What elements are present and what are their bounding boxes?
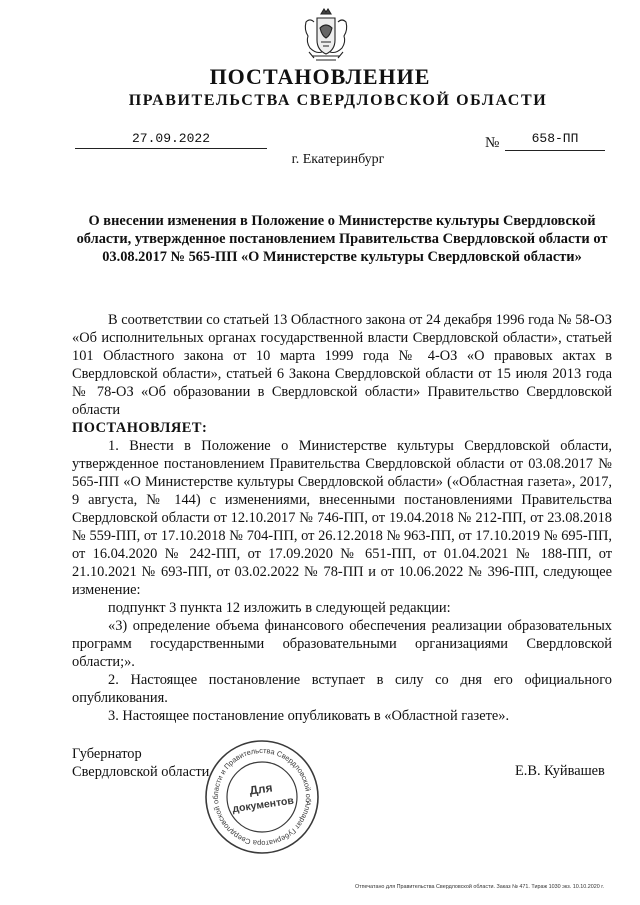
item-3: 3. Настоящее постановление опубликовать в «Областной газете». — [108, 708, 510, 724]
document-body — [72, 311, 612, 725]
stamp-center-line-2: документов — [231, 794, 295, 816]
city: г. Екатеринбург — [291, 152, 385, 167]
official-stamp — [203, 738, 321, 856]
date-underline — [75, 148, 267, 149]
document-date: 27.09.2022 — [131, 131, 210, 146]
document-title: О внесении изменения в Положение о Министерстве культуры Свердловской области, утвержденное постановлением Правительства Свердловской области от 03.08.2017 № 565-ПП «О Министерстве культуры Свердловской области» — [76, 213, 608, 265]
item-2: 2. Настоящее постановление вступает в силу со дня его официального опубликования. — [72, 672, 612, 706]
preamble: В соответствии со статьей 13 Областного закона от 24 декабря 1996 года № 58-ОЗ «Об исполнительных органах государственной власти Свердловской области», статьей 101 Областного закона от 10 марта 1999 года № 4-ОЗ «О правовых актах в Свердловской области», статьей 6 Закона Свердловской области от 15 июля 2013 года № 78-ОЗ «Об образовании в Свердловской области» Правительство Свердловской области — [72, 312, 612, 418]
number-sign: № — [485, 135, 500, 151]
item-1: 1. Внести в Положение о Министерстве культуры Свердловской области, утвержденное постановлением Правительства Свердловской области от 03.08.2017 № 565-ПП «О Министерстве культуры Свердловской области» («Областная газета», 2017, 9 августа, № 144) с изменениями, внесенными постановлениями Правительства Свердловской области от 12.10.2017 № 746-ПП, от 19.04.2018 № 212-ПП, от 23.08.2018 № 559-ПП, от 17.10.2018 № 704-ПП, от 26.12.2018 № 963-ПП, от 17.10.2019 № 695-ПП, от 16.04.2020 № 242-ПП, от 17.09.2020 № 651-ПП, от 01.04.2021 № 188-ПП, от 21.10.2021 № 693-ПП, от 03.02.2022 № 78-ПП и от 10.06.2022 № 396-ПП, следующее изменение: — [72, 438, 612, 598]
coat-of-arms-icon — [300, 8, 352, 66]
document-number: 658-ПП — [531, 131, 579, 146]
decree-word: ПОСТАНОВЛЯЕТ: — [72, 420, 208, 436]
document-type: ПОСТАНОВЛЕНИЕ — [209, 64, 431, 89]
signatory-position — [72, 745, 209, 781]
stamp-ring-text: Аппарат Губернатора Свердловской области и Правительства Свердловской области — [210, 745, 314, 849]
print-note: Отпечатано для Правительства Свердловской области. Заказ № 471. Тираж 1030 экз. 10.10.2020 г. — [354, 884, 604, 890]
subitem-text: «3) определение объема финансового обеспечения реализации образовательных программ государственными образовательными организациями Свердловской области;». — [72, 618, 612, 670]
number-underline — [505, 150, 605, 151]
stamp-center-line-1: Для — [248, 780, 274, 798]
subitem-intro: подпункт 3 пункта 12 изложить в следующей редакции: — [108, 600, 451, 616]
issuer-title: ПРАВИТЕЛЬСТВА СВЕРДЛОВСКОЙ ОБЛАСТИ — [128, 92, 548, 109]
signatory-name: Е.В. Куйвашев — [515, 763, 605, 779]
position-line-2: Свердловской области — [72, 764, 210, 780]
position-line-1: Губернатор — [72, 746, 142, 762]
